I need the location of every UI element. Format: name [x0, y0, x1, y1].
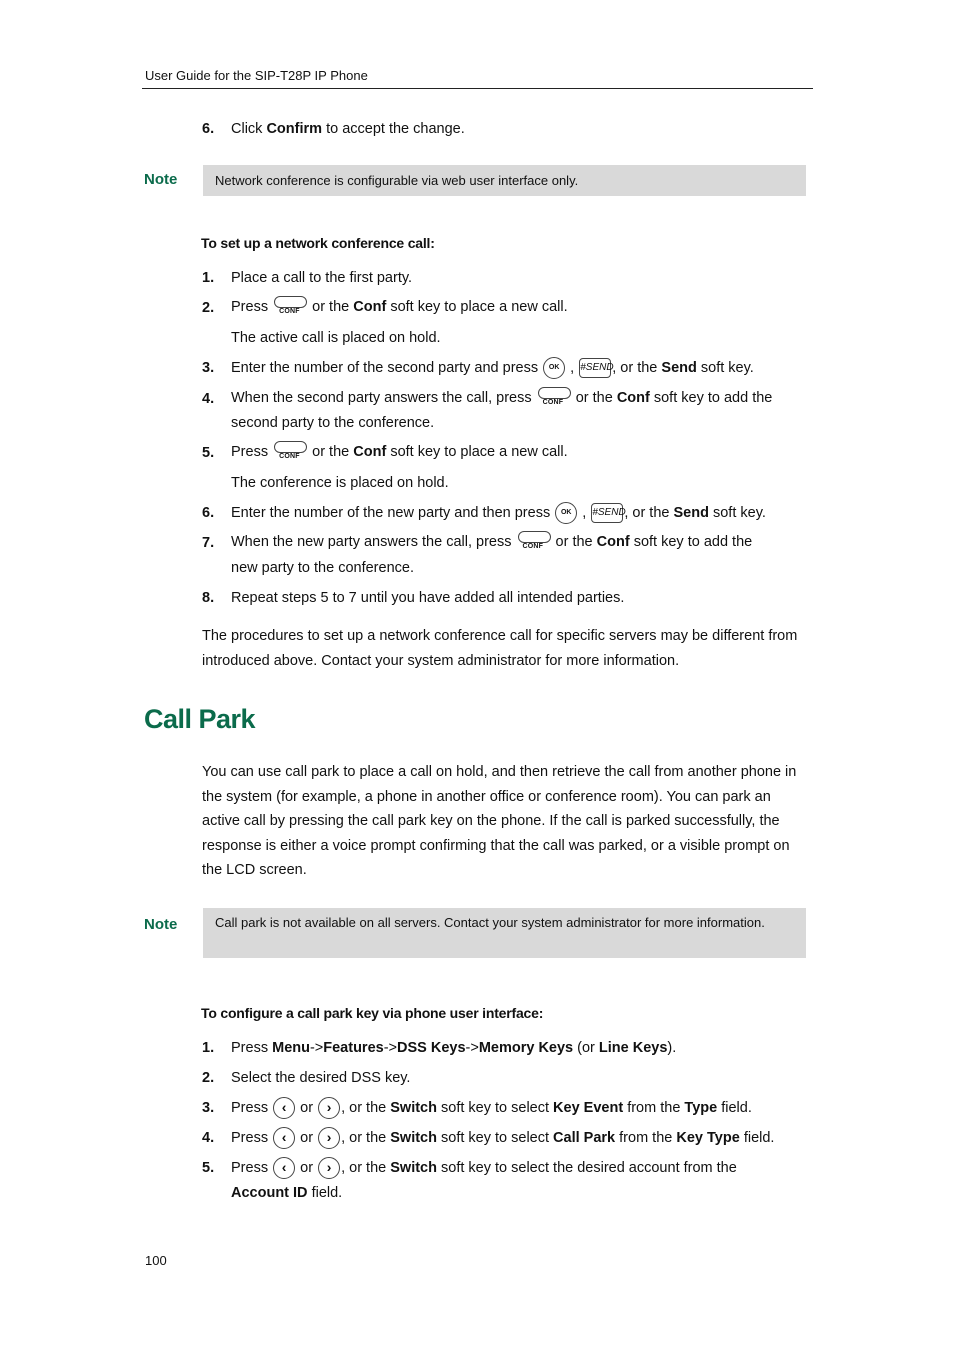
conf-key-icon: CONF: [517, 531, 551, 553]
right-arrow-key-icon: ›: [318, 1127, 340, 1149]
conf-key-icon: CONF: [537, 387, 571, 409]
step-number: 3.: [202, 1100, 215, 1116]
step-number: 5.: [202, 1160, 215, 1176]
note-label: Note: [144, 916, 178, 933]
step-number: 4.: [202, 391, 215, 407]
step-number: 1.: [202, 270, 215, 286]
step-text-continued: new party to the conference.: [231, 560, 414, 576]
left-arrow-key-icon: ‹: [273, 1127, 295, 1149]
body-paragraph: You can use call park to place a call on hold, and then retrieve the call from another phone in the system (for example, a phone in another office or conference room). You can park an active call by pressing the call park key on the phone. If the call is parked successfully, the response is either a voice prompt confirming that the call was parked, or a visible prompt on the LCD screen.: [202, 764, 797, 878]
step-number: 7.: [202, 535, 215, 551]
note-label: Note: [144, 171, 178, 188]
page-header: User Guide for the SIP-T28P IP Phone: [145, 68, 368, 83]
conf-key-icon: CONF: [273, 441, 307, 463]
step-subtext: The active call is placed on hold.: [231, 330, 441, 346]
step-subtext: The conference is placed on hold.: [231, 475, 449, 491]
step-text: Select the desired DSS key.: [231, 1070, 411, 1086]
step-text: Press ‹ or › , or the Switch soft key to select Key Event from the Type field.: [231, 1097, 752, 1119]
step-number: 3.: [202, 360, 215, 376]
left-arrow-key-icon: ‹: [273, 1157, 295, 1179]
step-text: Click Confirm to accept the change.: [231, 121, 465, 137]
step-text: When the second party answers the call, press CONF or the Conf soft key to add the: [231, 387, 772, 409]
step-number: 8.: [202, 590, 215, 606]
right-arrow-key-icon: ›: [318, 1097, 340, 1119]
step-text: Enter the number of the second party and press OK , #SEND, or the Send soft key.: [231, 357, 754, 379]
step-number: 2.: [202, 1070, 215, 1086]
step-text: Press Menu->Features->DSS Keys->Memory Keys (or Line Keys).: [231, 1040, 677, 1056]
step-text-continued: Account ID field.: [231, 1185, 343, 1201]
conf-key-icon: CONF: [273, 296, 307, 318]
ok-key-icon: OK: [555, 502, 577, 524]
left-arrow-key-icon: ‹: [273, 1097, 295, 1119]
step-number: 2.: [202, 300, 215, 316]
header-rule: [142, 88, 813, 89]
send-key-icon: #SEND: [579, 358, 611, 378]
step-text: Enter the number of the new party and then press OK , #SEND, or the Send soft key.: [231, 502, 766, 524]
step-text-continued: second party to the conference.: [231, 415, 435, 431]
step-text: Press CONF or the Conf soft key to place a new call.: [231, 296, 568, 318]
step-text: Press CONF or the Conf soft key to place a new call.: [231, 441, 568, 463]
step-text: When the new party answers the call, press CONF or the Conf soft key to add the: [231, 531, 752, 553]
body-paragraph: The procedures to set up a network conference call for specific servers may be different from introduced above. Contact your system administrator for more information.: [202, 628, 798, 669]
page-number: 100: [145, 1253, 167, 1268]
step-number: 5.: [202, 445, 215, 461]
step-text: Press ‹ or › , or the Switch soft key to select Call Park from the Key Type field.: [231, 1127, 774, 1149]
step-number: 1.: [202, 1040, 215, 1056]
step-number: 6.: [202, 121, 215, 137]
step-number: 6.: [202, 505, 215, 521]
step-text: Repeat steps 5 to 7 until you have added all intended parties.: [231, 590, 625, 606]
step-number: 4.: [202, 1130, 215, 1146]
note-box: Network conference is configurable via web user interface only.: [203, 165, 806, 196]
note-box: Call park is not available on all servers. Contact your system administrator for more information.: [203, 908, 806, 958]
ok-key-icon: OK: [543, 357, 565, 379]
section-title: Call Park: [144, 704, 256, 734]
send-key-icon: #SEND: [591, 503, 623, 523]
right-arrow-key-icon: ›: [318, 1157, 340, 1179]
step-text: Place a call to the first party.: [231, 270, 413, 286]
procedure-title: To configure a call park key via phone user interface:: [201, 1005, 544, 1021]
procedure-title: To set up a network conference call:: [201, 235, 435, 251]
step-text: Press ‹ or › , or the Switch soft key to select the desired account from the: [231, 1157, 737, 1179]
